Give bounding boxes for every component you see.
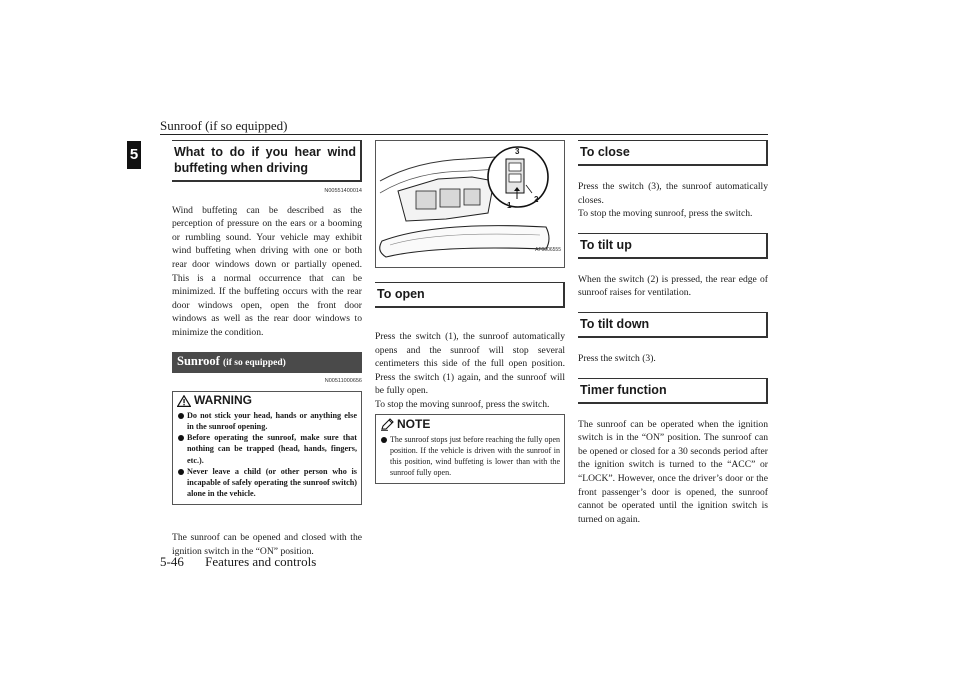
column-2 (375, 140, 565, 484)
wind-buffeting-heading: What to do if you hear wind buffeting when driving (172, 140, 362, 182)
warning-title-text: WARNING (194, 393, 252, 408)
warning-list (177, 410, 357, 500)
note-item: The sunroof stops just before reaching the fully open position. If the vehicle is driven with the sunroof in this position, wind buffeting is lower than with the sunroof fully open. (380, 434, 560, 478)
note-title (380, 418, 560, 431)
to-tilt-up-heading: To tilt up (578, 233, 768, 259)
to-close-heading: To close (578, 140, 768, 166)
illustration-id: AF0006555 (535, 247, 561, 254)
to-close-text: Press the switch (3), the sunroof automatically closes. (578, 181, 768, 206)
sunroof-operation-text: The sunroof can be opened and closed with the ignition switch in the “ON” position. (172, 532, 362, 557)
note-pencil-icon (380, 418, 394, 431)
timer-function-heading: Timer function (578, 378, 768, 404)
callout-3: 3 (515, 147, 520, 156)
wind-buffeting-code: N00551400014 (324, 188, 362, 194)
sunroof-section-bar (172, 352, 362, 374)
warning-item: Do not stick your head, hands or anything else in the sunroof opening. (177, 410, 357, 432)
chapter-tab: 5 (127, 141, 141, 169)
warning-item: Never leave a child (or other person who is incapable of safely operating the sunroof switch) alone in the vehicle. (177, 466, 357, 500)
to-tilt-down-heading: To tilt down (578, 312, 768, 338)
column-1 (172, 140, 362, 559)
to-close-stop-text: To stop the moving sunroof, press the switch. (578, 208, 753, 220)
column-3 (578, 140, 768, 526)
header-rule (160, 134, 768, 135)
note-title-text: NOTE (397, 416, 431, 431)
note-box (375, 414, 565, 484)
sunroof-code: N00511000656 (324, 378, 362, 385)
note-list (380, 434, 560, 478)
page-footer (160, 554, 334, 570)
timer-function-text: The sunroof can be operated when the ignition switch is in the “ON” position. The sunroof can be opened or closed for a 30 seconds period after the ignition switch is turned to the “ACC” or “LOCK”. However, once the driver’s door or the front passenger’s door is opened, the sunroof cannot be operated until the ignition switch is turned on again. (578, 418, 768, 525)
to-tilt-down-text: Press the switch (3). (578, 352, 656, 364)
footer-section: Features and controls (205, 554, 317, 569)
warning-title (177, 395, 357, 407)
to-open-heading: To open (375, 282, 565, 308)
to-tilt-up-text: When the switch (2) is pressed, the rear edge of sunroof raises for ventilation. (578, 273, 768, 299)
callout-2: 2 (534, 195, 539, 204)
sunroof-switch-illustration (375, 140, 565, 268)
callout-1: 1 (507, 201, 512, 210)
wind-buffeting-text: Wind buffeting can be described as the perception of pressure on the ears or a booming or rumbling sound. Your vehicle may exhibit wind buffeting when driving with one or both rear door windows down or partially opened. This is a normal occurrence that can be minimized. If the buffeting occurs with the rear door windows open, open the front door windows as well as the rear door windows to minimize the condition. (172, 204, 362, 338)
warning-box (172, 391, 362, 506)
warning-triangle-icon (177, 395, 191, 407)
page-number: 5-46 (160, 554, 184, 569)
sunroof-bar-subtitle: (if so equipped) (222, 357, 286, 368)
page-header-title: Sunroof (if so equipped) (160, 118, 288, 133)
sunroof-bar-title: Sunroof (177, 353, 220, 368)
to-open-text: Press the switch (1), the sunroof automatically opens and the sunroof will stop several centimeters this side of the full open position. Press the switch (1) again, and the sunroof will be fully open. (375, 331, 565, 397)
warning-item: Before operating the sunroof, make sure that nothing can be trapped (head, hands, fingers, etc.). (177, 432, 357, 466)
to-open-stop-text: To stop the moving sunroof, press the switch. (375, 398, 550, 410)
